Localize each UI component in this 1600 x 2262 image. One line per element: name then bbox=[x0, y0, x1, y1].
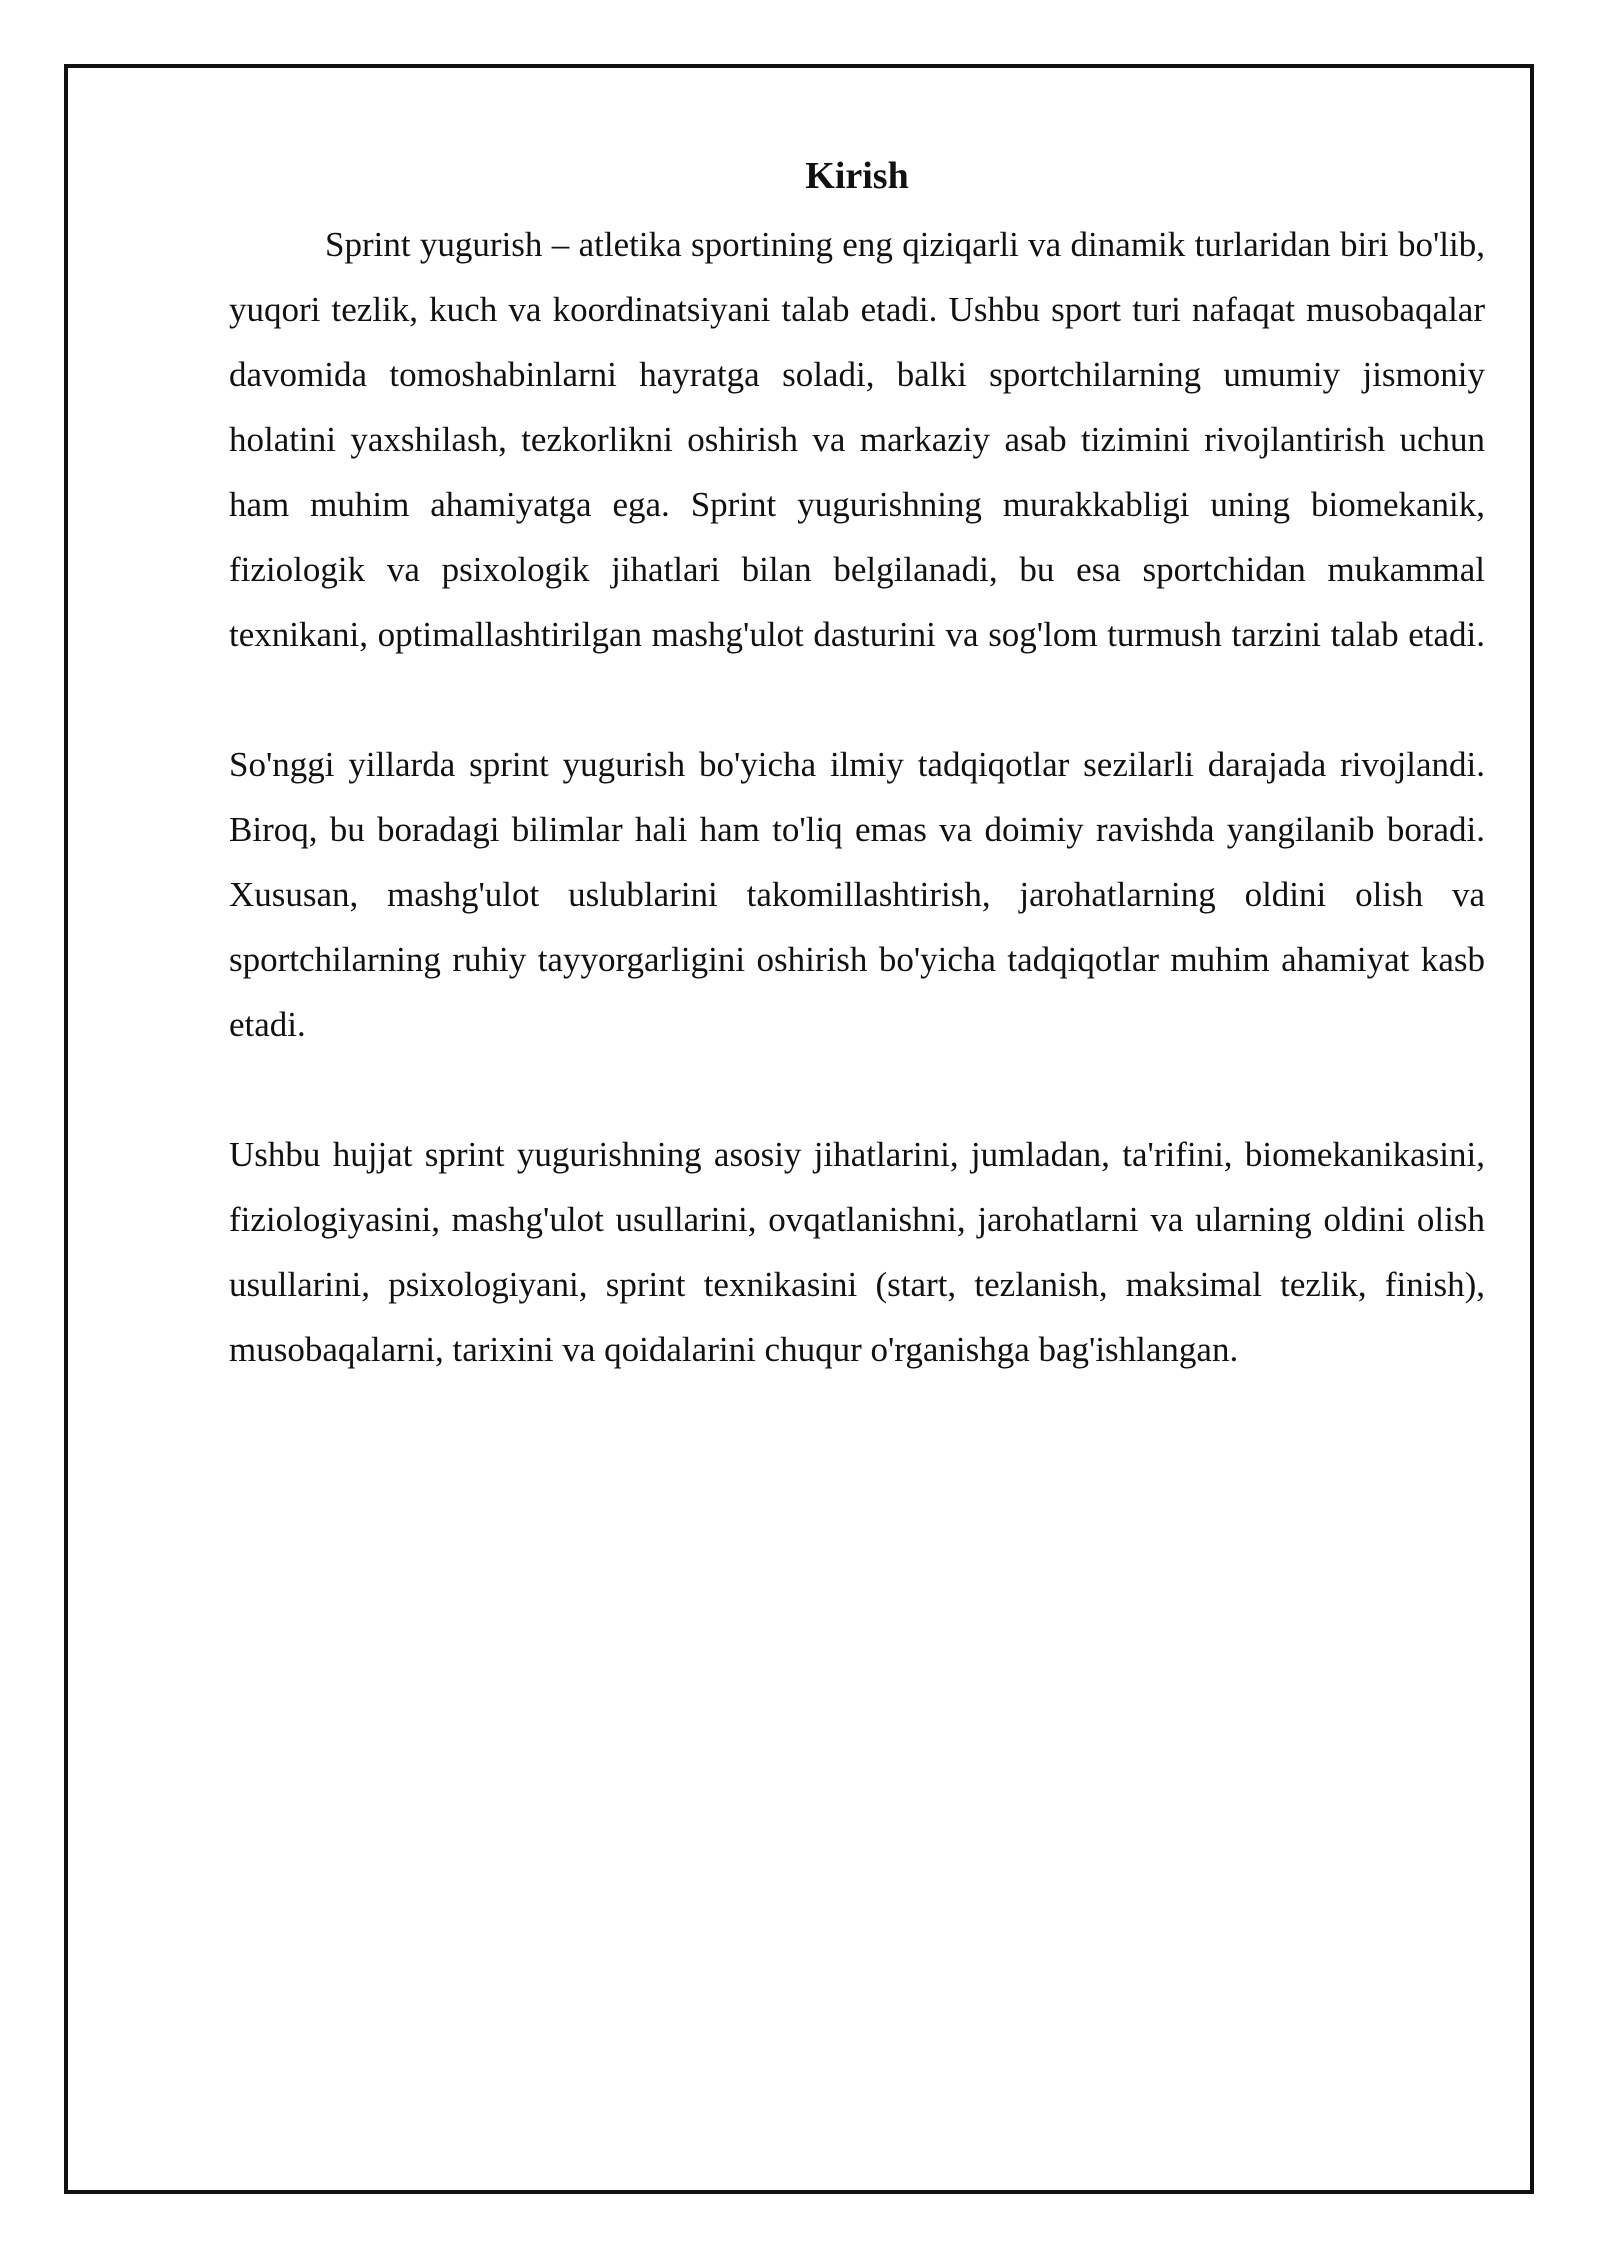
document-title: Kirish bbox=[805, 155, 909, 197]
paragraph-research: So'nggi yillarda sprint yugurish bo'yicha ilmiy tadqiqotlar sezilarli darajada rivojlandi. Biroq, bu boradagi bilimlar hali ham to'liq emas va doimiy ravishda yangilanib boradi. Xususan, mashg'ulot uslublarini takomillashtirish, jarohatlarning oldini olish va sportchilarning ruhiy tayyorgarligini oshirish bo'yicha tadqiqotlar muhim ahamiyat kasb etadi. bbox=[229, 745, 1485, 1044]
paragraph-spacer bbox=[229, 1057, 1485, 1122]
paragraph-spacer bbox=[229, 667, 1485, 732]
document-body bbox=[229, 148, 1485, 1382]
paragraph-intro: Sprint yugurish – atletika sportining eng qiziqarli va dinamik turlaridan biri bo'lib, yuqori tezlik, kuch va koordinatsiyani talab etadi. Ushbu sport turi nafaqat musobaqalar davomida tomoshabinlarni hayratga soladi, balki sportchilarning umumiy jismoniy holatini yaxshilash, tezkorlikni oshirish va markaziy asab tizimini rivojlantirish uchun ham muhim ahamiyatga ega. Sprint yugurishning murakkabligi uning biomekanik, fiziologik va psixologik jihatlari bilan belgilanadi, bu esa sportchidan mukammal texnikani, optimallashtirilgan mashg'ulot dasturini va sog'lom turmush tarzini talab etadi. bbox=[229, 225, 1485, 654]
paragraph-scope: Ushbu hujjat sprint yugurishning asosiy jihatlarini, jumladan, ta'rifini, biomekanikasini, fiziologiyasini, mashg'ulot usullarini, ovqatlanishni, jarohatlarni va ularning oldini olish usullarini, psixologiyani, sprint texnikasini (start, tezlanish, maksimal tezlik, finish), musobaqalarni, tarixini va qoidalarini chuqur o'rganishga bag'ishlangan. bbox=[229, 1135, 1485, 1369]
